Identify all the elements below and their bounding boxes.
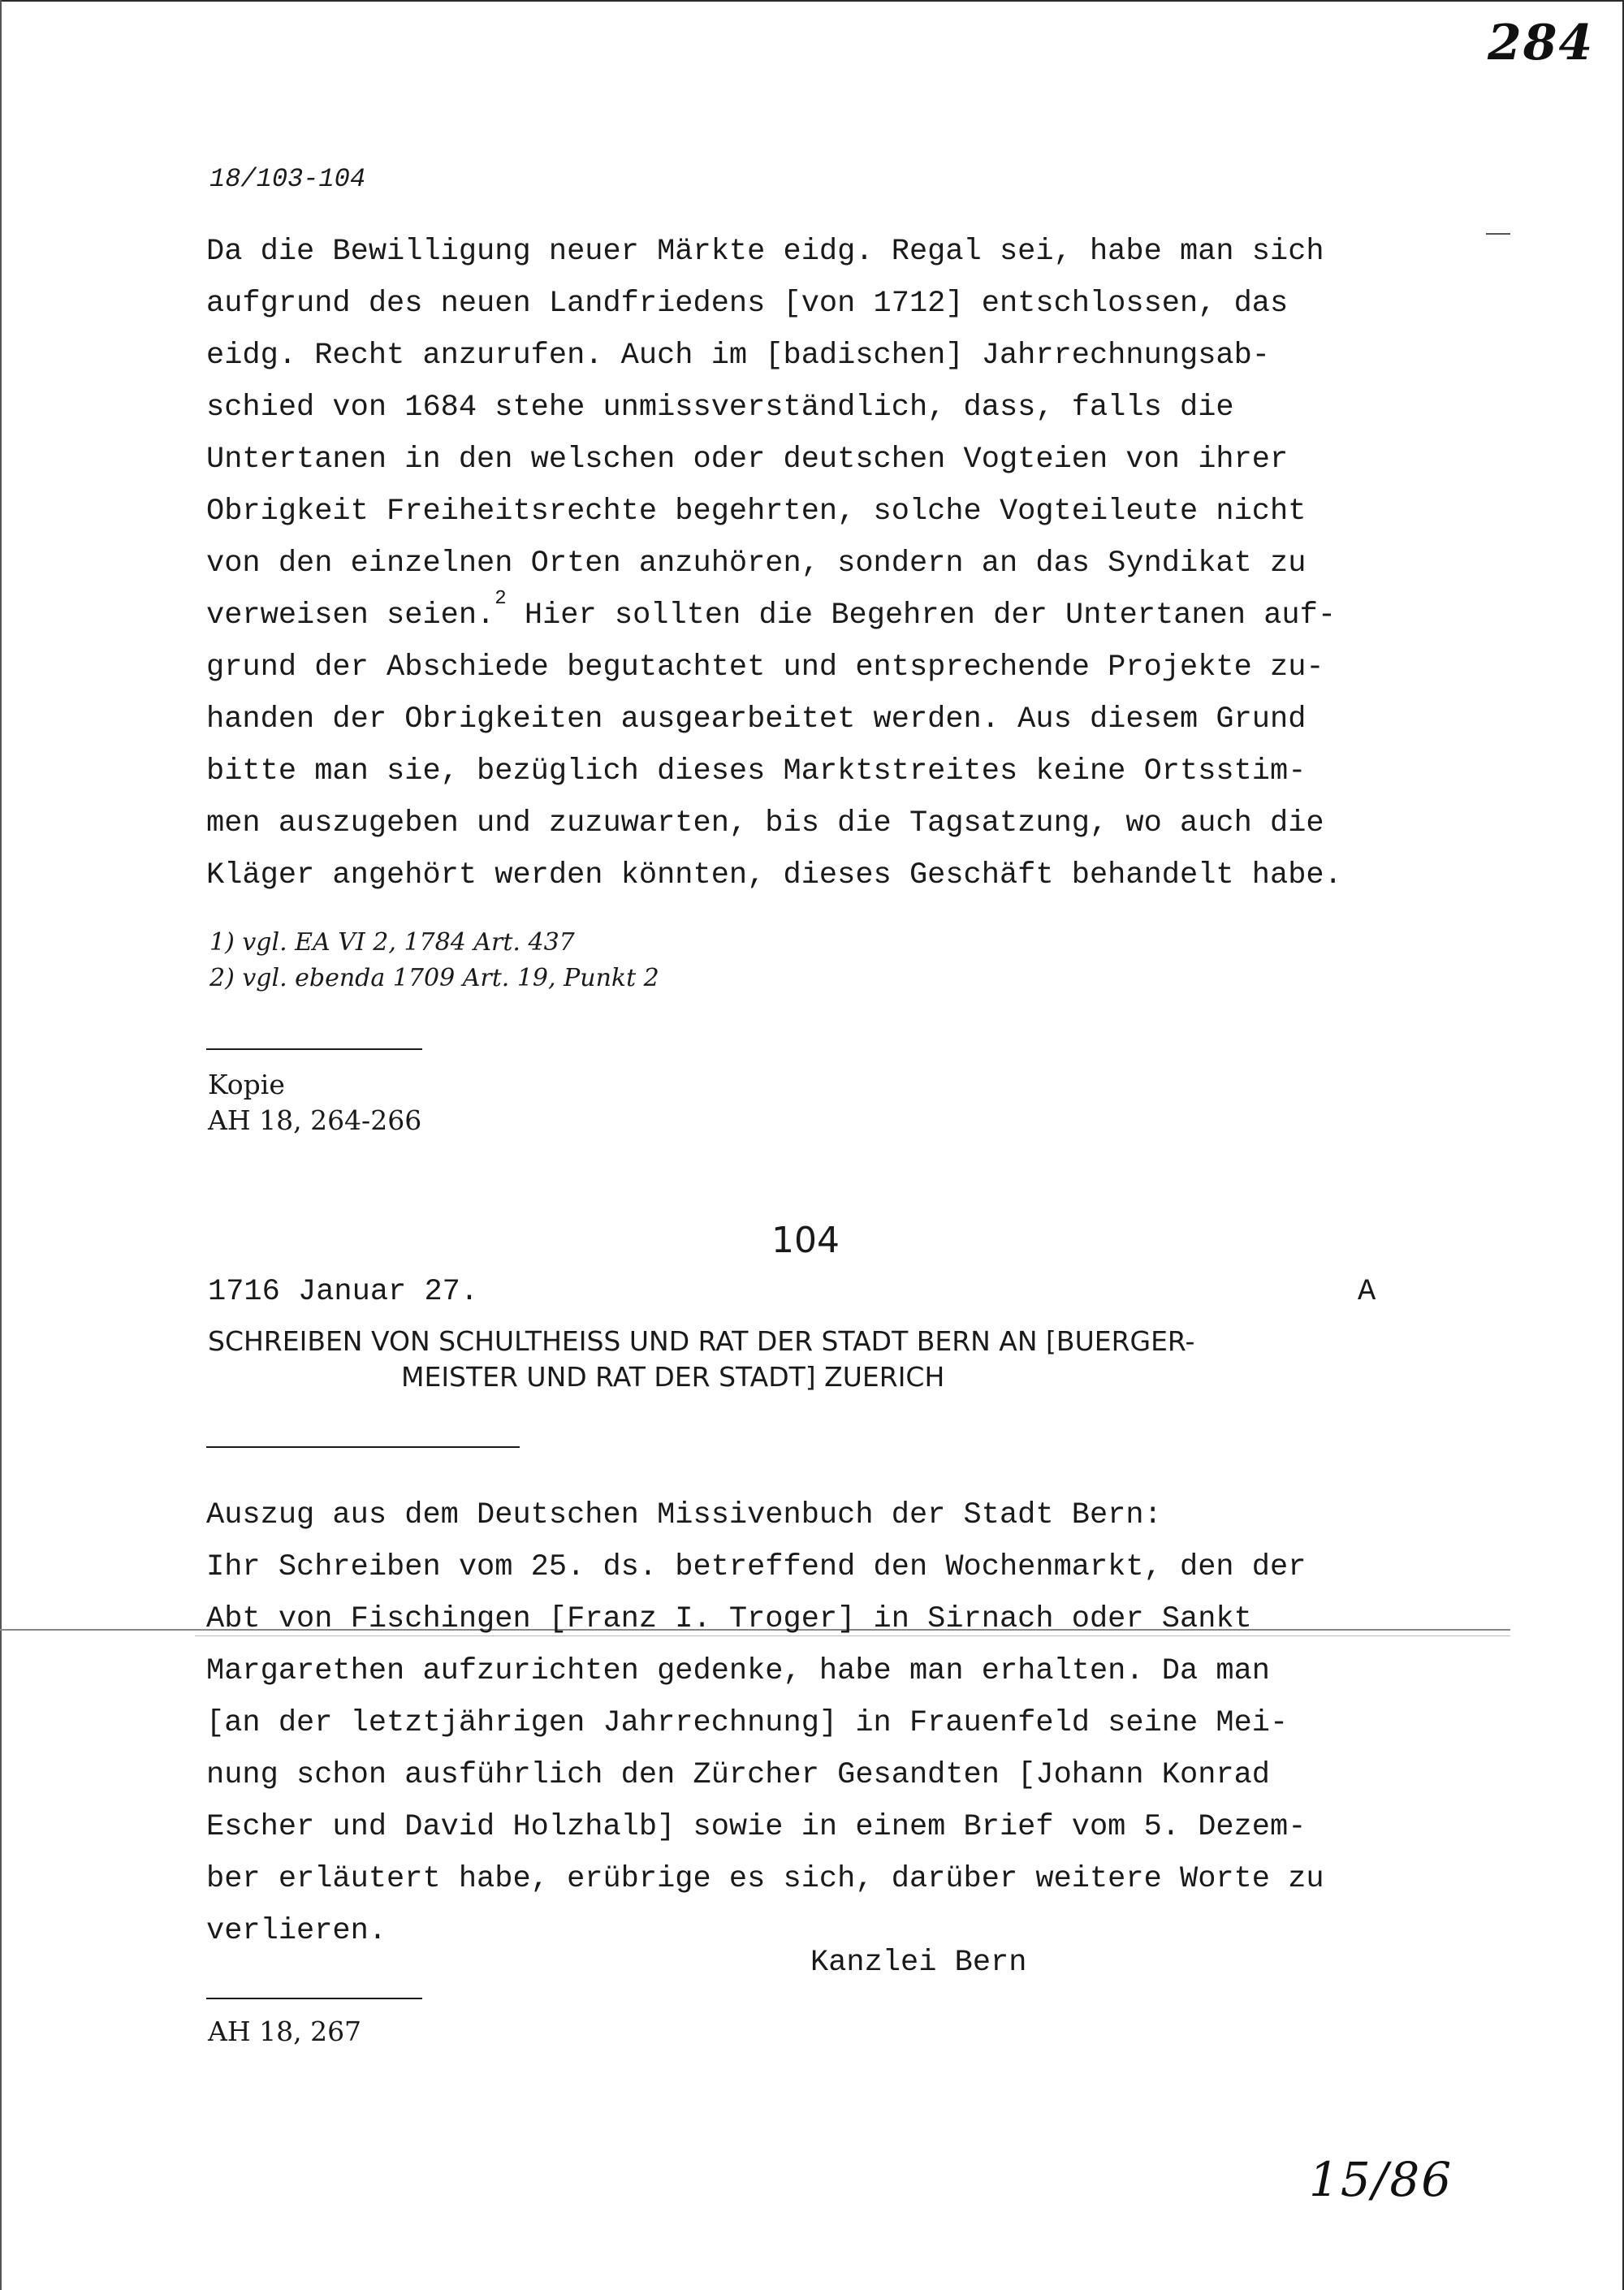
para2-line: verlieren. (206, 1914, 387, 1948)
para2-line: Auszug aus dem Deutschen Missivenbuch der Stadt Bern: (206, 1498, 1162, 1532)
para1-line: schied von 1684 stehe unmissverständlich, dass, falls die (206, 391, 1234, 425)
source-reference: AH 18, 264-266 (208, 1104, 422, 1136)
footnote-1: 1) vgl. EA VI 2, 1784 Art. 437 (209, 928, 575, 957)
handwritten-folio-number: 15/86 (1309, 2152, 1453, 2207)
document-number: 104 (771, 1220, 840, 1261)
footnote-marker: 2 (495, 588, 507, 610)
para1-line: men auszugeben und zuzuwarten, bis die Tagsatzung, wo auch die (206, 806, 1324, 840)
para2-line: [an der letztjährigen Jahrrechnung] in Frauenfeld seine Mei- (206, 1706, 1289, 1740)
separator-rule (206, 1998, 422, 1999)
separator-rule (206, 1048, 422, 1050)
source-type: Kopie (208, 1069, 285, 1100)
para1-line: handen der Obrigkeiten ausgearbeitet werden. Aus diesem Grund (206, 702, 1307, 737)
para1-line: eidg. Recht anzurufen. Auch im [badischen] Jahrrechnungsab- (206, 339, 1271, 373)
para2-line: Escher und David Holzhalb] sowie in einem Brief vom 5. Dezem- (206, 1810, 1307, 1844)
footnote-2: 2) vgl. ebenda 1709 Art. 19, Punkt 2 (209, 964, 659, 992)
para1-line: von den einzelnen Orten anzuhören, sondern an das Syndikat zu (206, 547, 1307, 581)
para1-line: verweisen seien. (206, 598, 495, 633)
para2-line: Abt von Fischingen [Franz I. Troger] in Sirnach oder Sankt (206, 1602, 1252, 1636)
page-border-top (0, 0, 1622, 2)
para1-line: Da die Bewilligung neuer Märkte eidg. Regal sei, habe man sich (206, 235, 1324, 269)
para2-line: Margarethen aufzurichten gedenke, habe man erhalten. Da man (206, 1654, 1271, 1688)
para1-line: Obrigkeit Freiheitsrechte begehrten, solche Vogteileute nicht (206, 495, 1307, 529)
para1-line: Kläger angehört werden könnten, dieses Geschäft behandelt habe. (206, 858, 1342, 892)
signature: Kanzlei Bern (810, 1946, 1027, 1980)
document-title-line-2: MEISTER UND RAT DER STADT] ZUERICH (401, 1361, 945, 1393)
para2-line: ber erläutert habe, erübrige es sich, darüber weitere Worte zu (206, 1862, 1324, 1896)
handwritten-page-number: 284 (1488, 15, 1595, 71)
para1-line: Untertanen in den welschen oder deutschen Vogteien von ihrer (206, 443, 1289, 477)
document-date: 1716 Januar 27. (208, 1275, 479, 1309)
paragraph-summary-103 (206, 226, 1473, 901)
document-mark: A (1358, 1275, 1376, 1309)
para1-line: aufgrund des neuen Landfriedens [von 1712] entschlossen, das (206, 287, 1289, 321)
para1-line: grund der Abschiede begutachtet und entsprechende Projekte zu- (206, 650, 1324, 685)
paragraph-letter-104 (206, 1489, 1473, 1957)
para2-line: nung schon ausführlich den Zürcher Gesandten [Johann Konrad (206, 1758, 1271, 1792)
para1-line: Hier sollten die Begehren der Untertanen auf- (506, 598, 1337, 633)
para1-line: bitte man sie, bezüglich dieses Marktstreites keine Ortsstim- (206, 754, 1307, 789)
separator-rule (206, 1446, 520, 1448)
document-reference: 18/103-104 (209, 164, 366, 194)
margin-mark (1486, 233, 1510, 235)
source-reference-2: AH 18, 267 (208, 2016, 362, 2047)
para2-line: Ihr Schreiben vom 25. ds. betreffend den Wochenmarkt, den der (206, 1550, 1307, 1584)
document-title-line-1: SCHREIBEN VON SCHULTHEISS UND RAT DER STADT BERN AN [BUERGER- (208, 1325, 1195, 1357)
page-border-left (0, 0, 2, 2290)
